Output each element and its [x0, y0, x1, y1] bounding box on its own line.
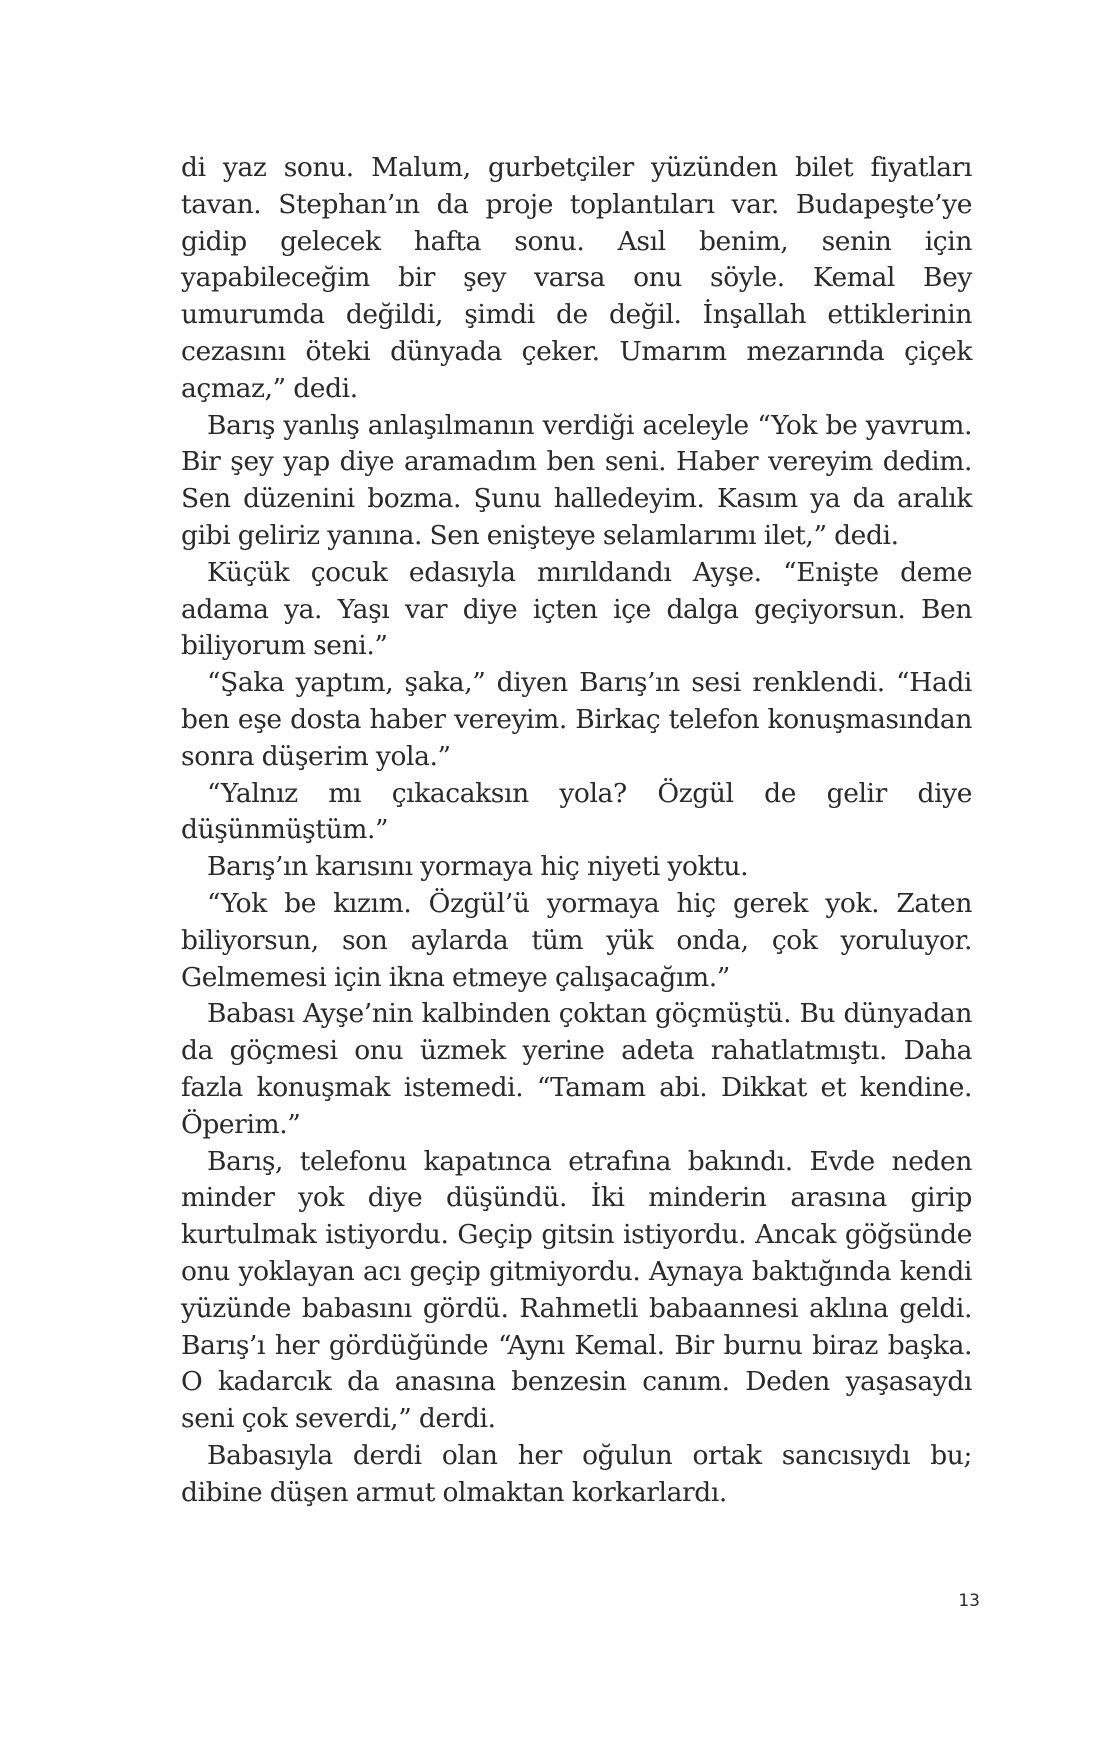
body-text: [181, 150, 972, 1511]
paragraph: Barış yanlış anlaşılmanın verdiği aceleyle “Yok be yavrum. Bir şey yap diye aramadım ben seni. Haber vereyim dedim. Sen düzenini bozma. Şunu halledeyim. Kasım ya da aralık gibi geliriz yanına. Sen enişteye selamlarımı ilet,” dedi.: [181, 409, 972, 551]
paragraph: “Yalnız mı çıkacaksın yola? Özgül de gelir diye düşünmüştüm.”: [181, 777, 972, 846]
paragraph: “Yok be kızım. Özgül’ü yormaya hiç gerek yok. Zaten biliyorsun, son aylarda tüm yük onda, çok yoruluyor. Gelmemesi için ikna etmeye çalışacağım.”: [181, 887, 972, 993]
page-number: 13: [958, 1591, 980, 1611]
paragraph: Babası Ayşe’nin kalbinden çoktan göçmüştü. Bu dünyadan da göçmesi onu üzmek yerine adeta rahatlatmıştı. Daha fazla konuşmak istemedi. “Tamam abi. Dikkat et kendine. Öperim.”: [181, 998, 972, 1140]
paragraph: Barış, telefonu kapatınca etrafına bakındı. Evde neden minder yok diye düşündü. İki minderin arasına girip kurtulmak istiyordu. Geçip gitsin istiyordu. Ancak göğsünde onu yoklayan acı geçip gitmiyordu. Aynaya baktığında kendi yüzünde babasını gördü. Rahmetli babaannesi aklına geldi. Barış’ı her gördüğünde “Aynı Kemal. Bir burnu biraz başka. O kadarcık da anasına benzesin canım. Deden yaşasaydı seni çok severdi,” derdi.: [181, 1145, 972, 1435]
paragraph: Babasıyla derdi olan her oğulun ortak sancısıydı bu; dibine düşen armut olmaktan korkarlardı.: [181, 1439, 972, 1508]
paragraph: “Şaka yaptım, şaka,” diyen Barış’ın sesi renklendi. “Hadi ben eşe dosta haber vereyim. Birkaç telefon konuşmasından sonra düşerim yola.”: [181, 667, 972, 772]
paragraph: di yaz sonu. Malum, gurbetçiler yüzünden bilet fiyatları tavan. Stephan’ın da proje toplantıları var. Budapeşte’ye gidip gelecek hafta sonu. Asıl benim, senin için yapabileceğim bir şey varsa onu söyle. Kemal Bey umurumda değildi, şimdi de değil. İnşallah ettiklerinin cezasını öteki dünyada çeker. Umarım mezarında çiçek açmaz,” dedi.: [181, 152, 972, 404]
paragraph: Küçük çocuk edasıyla mırıldandı Ayşe. “Enişte deme adama ya. Yaşı var diye içten içe dalga geçiyorsun. Ben biliyorum seni.”: [181, 556, 972, 662]
paragraph: Barış’ın karısını yormaya hiç niyeti yoktu.: [207, 851, 749, 883]
